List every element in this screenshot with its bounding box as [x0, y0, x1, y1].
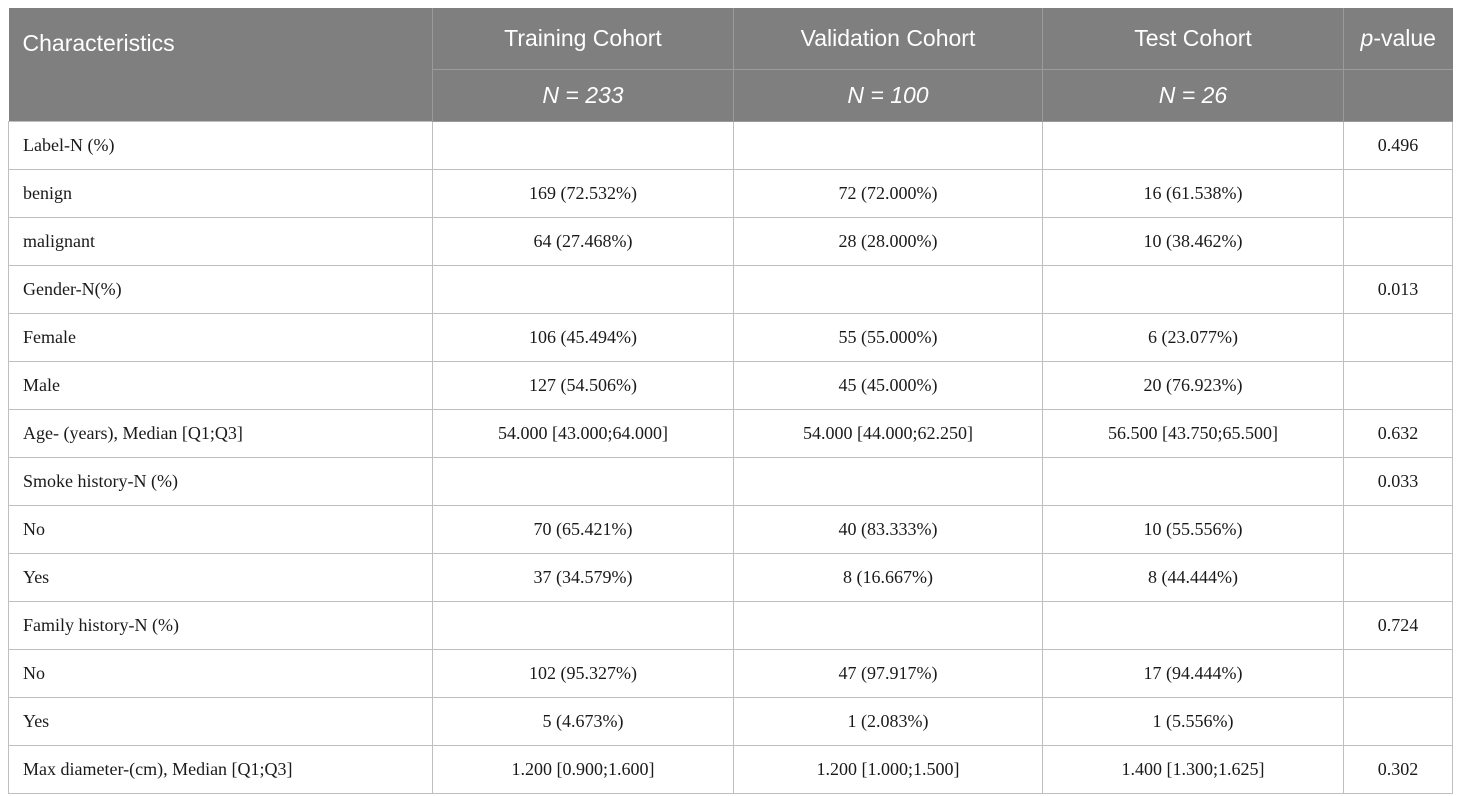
row-label-cell: Gender-N(%) — [9, 265, 433, 313]
validation-cohort-cell — [734, 601, 1043, 649]
table-body — [9, 121, 1453, 793]
validation-cohort-cell: 40 (83.333%) — [734, 505, 1043, 553]
row-label-cell: Smoke history-N (%) — [9, 457, 433, 505]
test-cohort-cell: 1.400 [1.300;1.625] — [1043, 745, 1344, 793]
training-cohort-cell — [433, 457, 734, 505]
table-row — [9, 265, 1453, 313]
test-cohort-cell: 1 (5.556%) — [1043, 697, 1344, 745]
p-value-cell — [1344, 649, 1453, 697]
p-value-cell: 0.013 — [1344, 265, 1453, 313]
header-p-value-italic: p — [1360, 24, 1374, 51]
training-cohort-cell: 106 (45.494%) — [433, 313, 734, 361]
training-cohort-cell — [433, 121, 734, 169]
test-cohort-cell: 6 (23.077%) — [1043, 313, 1344, 361]
table-row — [9, 121, 1453, 169]
header-row-titles — [9, 8, 1453, 69]
test-cohort-cell — [1043, 265, 1344, 313]
validation-cohort-cell: 8 (16.667%) — [734, 553, 1043, 601]
validation-cohort-cell: 28 (28.000%) — [734, 217, 1043, 265]
header-validation-cohort: Validation Cohort — [734, 8, 1043, 69]
validation-cohort-cell — [734, 265, 1043, 313]
table-row — [9, 649, 1453, 697]
row-label-cell: Label-N (%) — [9, 121, 433, 169]
table-row — [9, 361, 1453, 409]
row-label-cell: Female — [9, 313, 433, 361]
table-header — [9, 8, 1453, 121]
row-label-cell: Male — [9, 361, 433, 409]
row-label-cell: Age- (years), Median [Q1;Q3] — [9, 409, 433, 457]
p-value-cell: 0.724 — [1344, 601, 1453, 649]
p-value-cell — [1344, 553, 1453, 601]
validation-cohort-cell — [734, 121, 1043, 169]
row-label-cell: malignant — [9, 217, 433, 265]
training-cohort-cell: 169 (72.532%) — [433, 169, 734, 217]
p-value-cell — [1344, 361, 1453, 409]
header-validation-n: N = 100 — [734, 69, 1043, 121]
p-value-cell — [1344, 505, 1453, 553]
table-row — [9, 745, 1453, 793]
p-value-cell: 0.496 — [1344, 121, 1453, 169]
header-test-cohort: Test Cohort — [1043, 8, 1344, 69]
training-cohort-cell — [433, 265, 734, 313]
header-characteristics-blank — [9, 69, 433, 121]
training-cohort-cell: 64 (27.468%) — [433, 217, 734, 265]
training-cohort-cell: 1.200 [0.900;1.600] — [433, 745, 734, 793]
table-row — [9, 457, 1453, 505]
header-training-cohort: Training Cohort — [433, 8, 734, 69]
header-p-value-suffix: -value — [1373, 24, 1436, 51]
table-row — [9, 697, 1453, 745]
test-cohort-cell: 16 (61.538%) — [1043, 169, 1344, 217]
table-row — [9, 169, 1453, 217]
training-cohort-cell — [433, 601, 734, 649]
p-value-cell: 0.632 — [1344, 409, 1453, 457]
p-value-cell: 0.302 — [1344, 745, 1453, 793]
validation-cohort-cell: 55 (55.000%) — [734, 313, 1043, 361]
row-label-cell: Yes — [9, 553, 433, 601]
header-training-n: N = 233 — [433, 69, 734, 121]
header-p-value-blank — [1344, 69, 1453, 121]
header-characteristics: Characteristics — [9, 8, 433, 69]
p-value-cell — [1344, 217, 1453, 265]
header-row-counts — [9, 69, 1453, 121]
characteristics-table — [8, 8, 1453, 794]
p-value-cell — [1344, 697, 1453, 745]
row-label-cell: No — [9, 649, 433, 697]
p-value-cell — [1344, 169, 1453, 217]
row-label-cell: No — [9, 505, 433, 553]
test-cohort-cell: 20 (76.923%) — [1043, 361, 1344, 409]
training-cohort-cell: 5 (4.673%) — [433, 697, 734, 745]
test-cohort-cell: 56.500 [43.750;65.500] — [1043, 409, 1344, 457]
validation-cohort-cell: 1 (2.083%) — [734, 697, 1043, 745]
validation-cohort-cell: 1.200 [1.000;1.500] — [734, 745, 1043, 793]
row-label-cell: benign — [9, 169, 433, 217]
training-cohort-cell: 37 (34.579%) — [433, 553, 734, 601]
test-cohort-cell — [1043, 457, 1344, 505]
p-value-cell: 0.033 — [1344, 457, 1453, 505]
row-label-cell: Max diameter-(cm), Median [Q1;Q3] — [9, 745, 433, 793]
test-cohort-cell: 8 (44.444%) — [1043, 553, 1344, 601]
table-row — [9, 553, 1453, 601]
test-cohort-cell — [1043, 121, 1344, 169]
header-p-value — [1344, 8, 1453, 69]
row-label-cell: Yes — [9, 697, 433, 745]
table-row — [9, 313, 1453, 361]
test-cohort-cell: 10 (55.556%) — [1043, 505, 1344, 553]
validation-cohort-cell: 45 (45.000%) — [734, 361, 1043, 409]
test-cohort-cell: 10 (38.462%) — [1043, 217, 1344, 265]
header-test-n: N = 26 — [1043, 69, 1344, 121]
training-cohort-cell: 54.000 [43.000;64.000] — [433, 409, 734, 457]
test-cohort-cell — [1043, 601, 1344, 649]
p-value-cell — [1344, 313, 1453, 361]
training-cohort-cell: 102 (95.327%) — [433, 649, 734, 697]
test-cohort-cell: 17 (94.444%) — [1043, 649, 1344, 697]
table-row — [9, 601, 1453, 649]
row-label-cell: Family history-N (%) — [9, 601, 433, 649]
validation-cohort-cell: 47 (97.917%) — [734, 649, 1043, 697]
table-row — [9, 217, 1453, 265]
validation-cohort-cell: 72 (72.000%) — [734, 169, 1043, 217]
table-row — [9, 505, 1453, 553]
validation-cohort-cell — [734, 457, 1043, 505]
table-row — [9, 409, 1453, 457]
training-cohort-cell: 127 (54.506%) — [433, 361, 734, 409]
training-cohort-cell: 70 (65.421%) — [433, 505, 734, 553]
validation-cohort-cell: 54.000 [44.000;62.250] — [734, 409, 1043, 457]
characteristics-table-container — [8, 8, 1452, 794]
